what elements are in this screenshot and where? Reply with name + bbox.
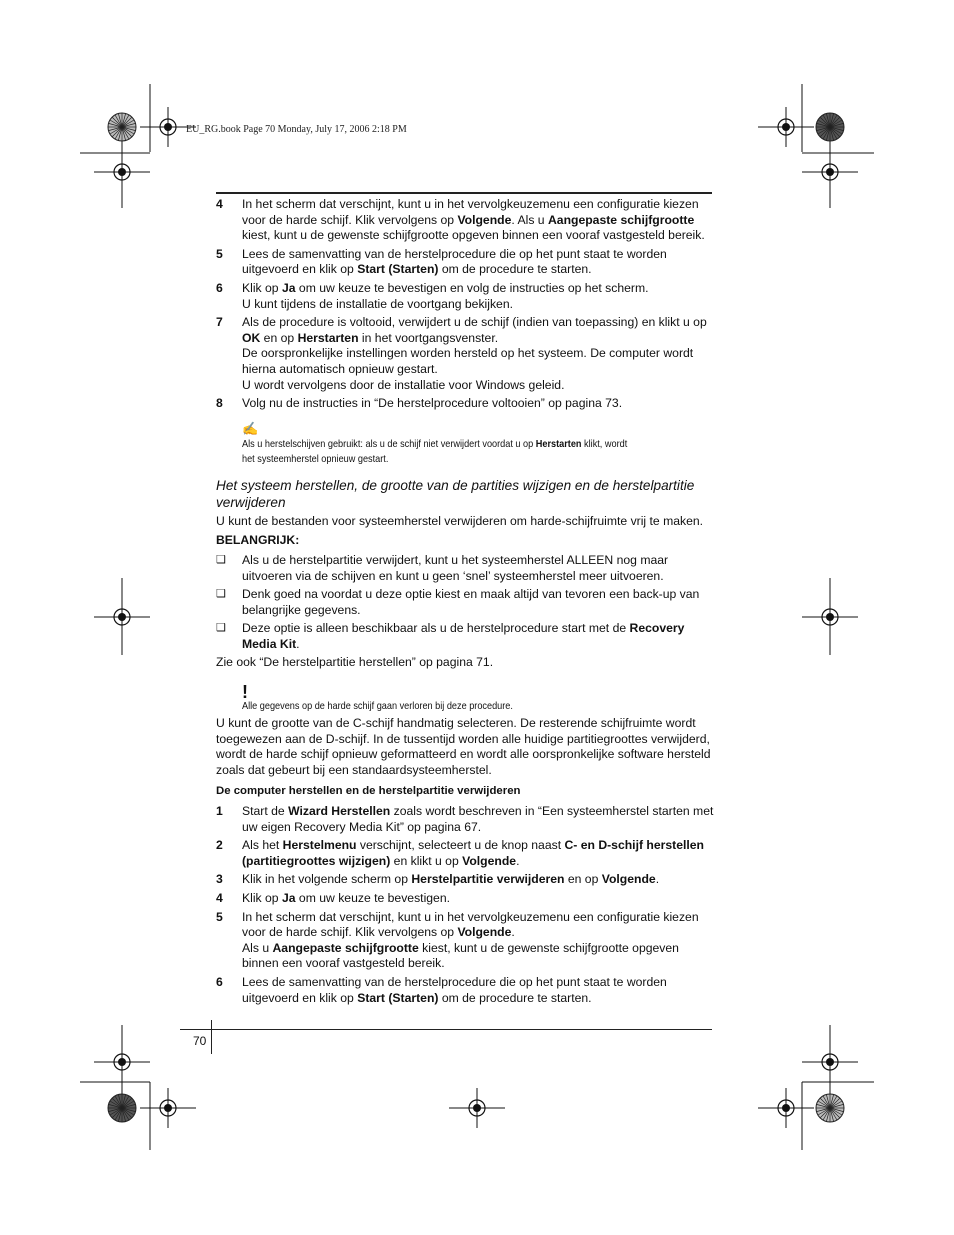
page-content <box>216 197 714 1009</box>
color-target-icon <box>108 113 136 141</box>
color-target-icon <box>108 1094 136 1122</box>
top-rule <box>216 192 712 194</box>
top-step <box>216 197 714 244</box>
see-also: Zie ook “De herstelpartitie herstellen” op pagina 71. <box>216 655 494 670</box>
step-text: Lees de samenvatting van de herstelprocedure die op het punt staat te worden uitgevoerd en klik op Start (Starten) om de procedure te starten. <box>242 246 667 277</box>
step-number: 4 <box>216 197 223 211</box>
step-number: 1 <box>216 804 223 819</box>
step-text: Als het Herstelmenu verschijnt, selecteert u de knop naast C- en D-schijf herstellen (partitiegroottes wijzigen) en klikt u op Volgende. <box>242 838 704 868</box>
step-number: 6 <box>216 280 223 295</box>
step-text: Klik op Ja om uw keuze te bevestigen en volg de instructies op het scherm. U kunt tijdens de installatie de voortgang bekijken. <box>242 280 649 311</box>
bullet-item <box>216 621 714 652</box>
bottom-step <box>216 804 714 835</box>
top-step <box>216 315 714 393</box>
color-target-icon <box>816 113 844 141</box>
registration-mark-icon <box>802 597 858 637</box>
bottom-step <box>216 838 714 869</box>
page-number-rule <box>211 1020 212 1054</box>
registration-mark-icon <box>94 152 150 192</box>
step-text: Start de Wizard Herstellen zoals wordt beschreven in “Een systeemherstel starten met uw eigen Recovery Media Kit” op pagina 67. <box>242 804 714 834</box>
step-text: In het scherm dat verschijnt, kunt u in het vervolgkeuzemenu een configuratie kiezen voor de harde schijf. Klik vervolgens op Volgende. Als u Aangepaste schijfgrootte kiest, kunt u de gewenste schijfgrootte opgeven binnen een vooraf vastgesteld bereik. <box>242 909 699 971</box>
top-step <box>216 247 714 278</box>
step-text: Lees de samenvatting van de herstelprocedure die op het punt staat te worden uitgevoerd en klik op Start (Starten) om de procedure te starten. <box>242 974 667 1005</box>
warning-block <box>242 683 714 714</box>
step-number: 4 <box>216 891 223 905</box>
bottom-step <box>216 910 714 972</box>
steps-list-bottom <box>216 804 714 1006</box>
registration-mark-icon <box>449 1088 505 1128</box>
note-text: Als u herstelschijven gebruikt: als u de schijf niet verwijdert voordat u op Herstarten klikt, wordt het systeemherstel opnieuw gestart. <box>242 438 628 465</box>
procedure-subheading: De computer herstellen en de herstelpartitie verwijderen <box>216 785 521 798</box>
note-pencil-icon: ✍ <box>242 420 259 436</box>
step-number: 3 <box>216 872 223 887</box>
page-number: 70 <box>193 1034 207 1048</box>
registration-mark-icon <box>758 107 814 147</box>
section-heading: Het systeem herstellen, de grootte van de partities wijzigen en de herstelpartitie verwijderen <box>216 477 695 510</box>
top-step <box>216 396 714 412</box>
warning-exclamation-icon: ! <box>242 682 248 703</box>
section-intro: U kunt de bestanden voor systeemherstel verwijderen om harde-schijfruimte vrij te maken. <box>216 513 704 528</box>
important-label: BELANGRIJK: <box>216 533 300 548</box>
important-bullets <box>216 553 714 653</box>
steps-list-top <box>216 197 714 412</box>
step-number: 8 <box>216 396 223 411</box>
step-text: Als de procedure is voltooid, verwijdert u de schijf (indien van toepassing) en klikt u op OK en op Herstarten in het voortgangsvenster. De oorspronkelijke instellingen worden hersteld op het systeem. De computer wordt hierna automatisch opnieuw gestart. U wordt vervolgens door de installatie voor Windows geleid. <box>242 315 707 392</box>
bottom-step <box>216 872 714 888</box>
checkbox-bullet-icon: ❑ <box>216 588 226 601</box>
registration-mark-icon <box>802 152 858 192</box>
bullet-item <box>216 553 714 584</box>
step-number: 5 <box>216 909 223 924</box>
bottom-rule <box>180 1029 712 1030</box>
step-text: Volg nu de instructies in “De herstelprocedure voltooien” op pagina 73. <box>242 396 623 411</box>
step-text: In het scherm dat verschijnt, kunt u in het vervolgkeuzemenu een configuratie kiezen voor de harde schijf. Klik vervolgens op Volgende. Als u Aangepaste schijfgrootte kiest, kunt u de gewenste schijfgrootte opgeven binnen een vooraf vastgesteld bereik. <box>242 197 705 243</box>
step-number: 2 <box>216 838 223 853</box>
resize-paragraph: U kunt de grootte van de C-schijf handmatig selecteren. De resterende schijfruimte wordt toegewezen aan de D-schijf. In de tussentijd worden alle huidige partitiegroottes verwijderd, wordt de harde schijf opnieuw geformatteerd en wordt alle oorspronkelijke software hersteld zoals dat gebeurt bij een standaardsysteemherstel. <box>216 716 711 777</box>
bottom-step <box>216 891 714 907</box>
registration-mark-icon <box>94 1042 150 1082</box>
step-number: 7 <box>216 315 223 330</box>
bullet-text: Als u de herstelpartitie verwijdert, kunt u het systeemherstel ALLEEN nog maar uitvoeren via de schijven en kunt u geen ‘snel’ systeemherstel meer uitvoeren. <box>242 552 669 583</box>
top-step <box>216 281 714 312</box>
checkbox-bullet-icon: ❑ <box>216 553 226 566</box>
running-header: EU_RG.book Page 70 Monday, July 17, 2006 2:18 PM <box>186 124 407 135</box>
bullet-item <box>216 587 714 618</box>
bullet-text: Denk goed na voordat u deze optie kiest en maak altijd van tevoren een back-up van belangrijke gegevens. <box>242 587 700 617</box>
registration-mark-icon <box>94 597 150 637</box>
checkbox-bullet-icon: ❑ <box>216 622 226 635</box>
registration-mark-icon <box>758 1088 814 1128</box>
registration-mark-icon <box>140 1088 196 1128</box>
step-text: Klik op Ja om uw keuze te bevestigen. <box>242 891 450 905</box>
step-number: 6 <box>216 974 223 989</box>
color-target-icon <box>816 1094 844 1122</box>
registration-mark-icon <box>802 1042 858 1082</box>
warning-text: Alle gegevens op de harde schijf gaan verloren bij deze procedure. <box>242 701 513 713</box>
step-text: Klik in het volgende scherm op Herstelpartitie verwijderen en op Volgende. <box>242 872 660 887</box>
bullet-text: Deze optie is alleen beschikbaar als u de herstelprocedure start met de Recovery Media Kit. <box>242 621 685 651</box>
bottom-step <box>216 975 714 1006</box>
note-block <box>242 422 714 467</box>
step-number: 5 <box>216 246 223 261</box>
